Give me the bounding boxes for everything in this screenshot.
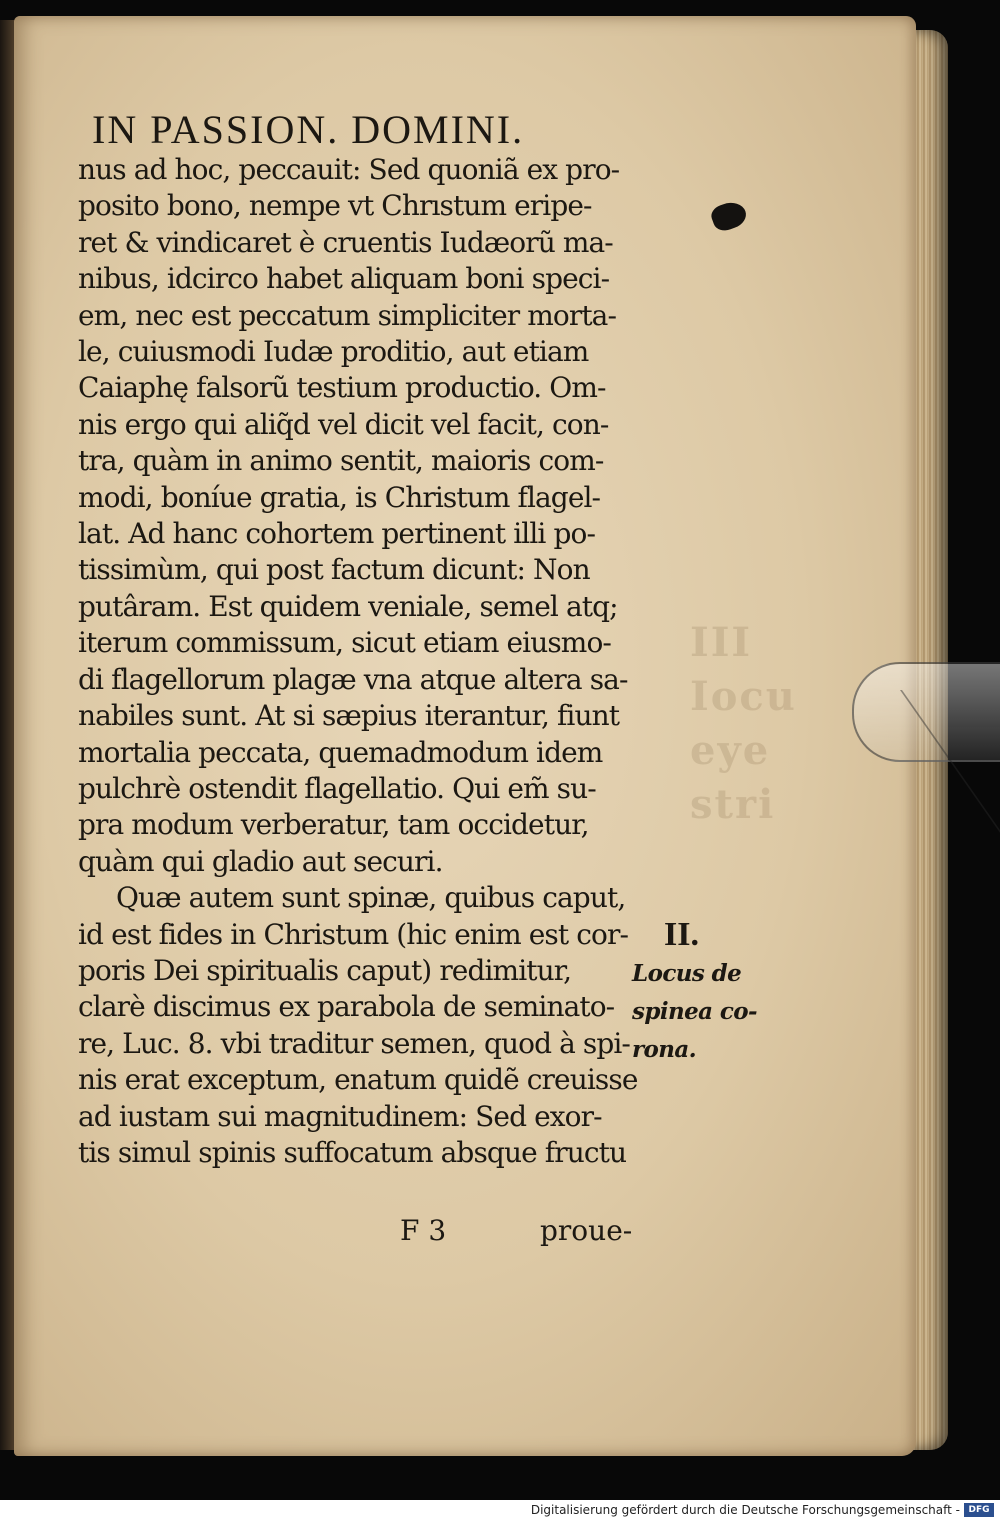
- main-text-block: [78, 108, 638, 1171]
- bleed-through-marks: III Iocu eye stri: [690, 619, 797, 828]
- text-line: poris Dei spiritualis caput) redimitur,: [78, 953, 572, 987]
- text-line: nibus, idcirco habet aliquam boni speci-: [78, 262, 610, 296]
- text-line: nis ergo qui aliq̃d vel dicit vel facit, con-: [78, 407, 609, 441]
- text-line: re, Luc. 8. vbi traditur semen, quod à spi-: [78, 1026, 630, 1060]
- margin-note-line: spinea co-: [632, 998, 757, 1025]
- text-line: Caiaphę falsorũ testium productio. Om-: [78, 371, 606, 405]
- margin-note-line: rona.: [632, 1036, 697, 1063]
- text-line: clarè discimus ex parabola de seminato-: [78, 990, 615, 1024]
- text-line: nabiles sunt. At si sæpius iterantur, fiunt: [78, 699, 620, 733]
- margin-note-number: II.: [664, 916, 699, 953]
- text-line: id est fides in Christum (hic enim est cor-: [78, 917, 629, 951]
- text-line: quàm qui gladio aut securi.: [78, 844, 443, 878]
- text-line: ad iustam sui magnitudinem: Sed exor-: [78, 1099, 602, 1133]
- funding-credit: Digitalisierung gefördert durch die Deutsche Forschungsgemeinschaft -: [530, 1503, 960, 1517]
- text-line: nis erat exceptum, enatum quidẽ creuisse: [78, 1063, 638, 1097]
- text-line: tissimùm, qui post factum dicunt: Non: [78, 553, 590, 587]
- text-line: di flagellorum plagæ vna atque altera sa-: [78, 662, 628, 696]
- text-line: pra modum verberatur, tam occidetur,: [78, 808, 589, 842]
- text-line: nus ad hoc, peccauit: Sed quoniã ex pro-: [78, 153, 620, 186]
- dfg-logo: DFG: [964, 1503, 994, 1517]
- body-text: [78, 152, 638, 1171]
- text-line: ret & vindicaret è cruentis Iudæorũ ma-: [78, 225, 613, 259]
- text-line: tis simul spinis suffocatum absque fructu: [78, 1135, 627, 1169]
- signature-mark: F 3: [400, 1214, 447, 1247]
- text-line: iterum commissum, sicut etiam eiusmo-: [78, 626, 611, 660]
- text-line: Quæ autem sunt spinæ, quibus caput,: [116, 881, 626, 915]
- margin-note-line: Locus de: [632, 960, 742, 987]
- running-head: IN PASSION. DOMINI.: [92, 107, 525, 152]
- text-line: posito bono, nempe vt Chrıstum eripe-: [78, 189, 592, 223]
- text-line: modi, boníue gratia, is Christum flagel-: [78, 480, 601, 514]
- text-line: pulchrè ostendit flagellatio. Qui em̃ su-: [78, 771, 596, 805]
- text-line: tra, quàm in animo sentit, maioris com-: [78, 444, 604, 478]
- margin-note: [632, 915, 757, 1069]
- text-line: lat. Ad hanc cohortem pertinent illi po-: [78, 517, 596, 551]
- text-line: mortalia peccata, quemadmodum idem: [78, 735, 603, 769]
- catchword: proue-: [540, 1214, 633, 1247]
- footer-bar: [0, 1500, 1000, 1521]
- text-line: em, nec est peccatum simpliciter morta-: [78, 298, 617, 332]
- text-line: le, cuiusmodi Iudæ proditio, aut etiam: [78, 335, 589, 369]
- margin-note-text: [632, 955, 757, 1069]
- text-line: putâram. Est quidem veniale, semel atq;: [78, 589, 618, 623]
